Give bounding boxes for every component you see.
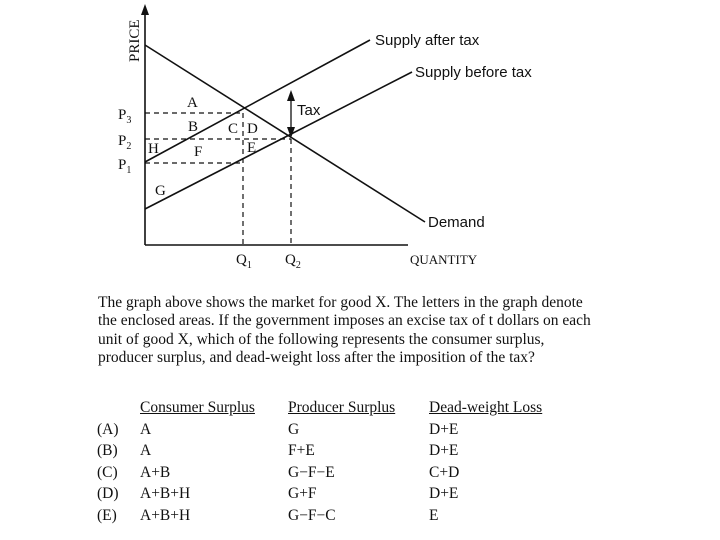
choice-deadweight-loss: E [429,506,439,524]
choice-row-c[interactable] [97,464,569,486]
q1-label: $Q_1$ [236,252,252,271]
choice-deadweight-loss: C+D [429,463,460,481]
choice-producer-surplus: F+E [288,442,315,459]
supply-after-tax-curve [145,40,370,162]
x-axis-label: QUANTITY [410,252,478,267]
choice-row-b[interactable] [97,442,569,464]
choice-consumer-surplus: A [140,442,152,459]
choice-row-a[interactable] [97,421,569,443]
choice-producer-surplus: G+F [288,485,317,502]
question-text: The graph above shows the market for good X. The letters in the graph denote the enclosed areas. If the government imposes an excise tax of t dollars on each unit of good X, which of the following represents the consumer surplus, producer surplus, and dead-weight loss after the imposition of the tax? [98,294,591,367]
choice-consumer-surplus: A+B [140,463,171,481]
choice-letter: (C) [97,463,118,481]
q2-label: $Q_2$ [285,252,301,271]
p2-label: $P_2$ [118,133,132,152]
demand-label: Demand [428,214,485,231]
choice-consumer-surplus: A [140,420,152,438]
choice-letter: (E) [97,506,117,524]
area-a-label: A [187,95,198,111]
choice-producer-surplus: G−F−E [288,463,335,481]
area-c-label: C [228,121,239,137]
choice-deadweight-loss: D+E [429,442,459,459]
choice-letter: (A) [97,420,119,438]
area-g-label: G [155,183,166,199]
choice-deadweight-loss: D+E [429,485,459,502]
area-e-label: E [247,140,257,156]
choice-row-d[interactable] [97,485,569,507]
deadweight-loss-header: Dead-weight Loss [429,399,543,416]
choice-letter-header [97,399,140,421]
choice-consumer-surplus: A+B+H [140,506,191,524]
supply-before-tax-label: Supply before tax [415,64,532,81]
y-axis-label: PRICE [127,19,143,62]
producer-surplus-header: Producer Surplus [288,399,396,416]
tax-arrow-up-icon [287,90,295,101]
choice-producer-surplus: G−F−C [288,506,336,524]
tax-label: Tax [297,102,321,119]
choice-letter: (B) [97,442,118,459]
p3-label: $P_3$ [118,107,132,126]
consumer-surplus-header: Consumer Surplus [140,399,255,416]
answer-choices-header [97,399,569,421]
choice-producer-surplus: G [288,420,300,438]
area-d-label: D [247,121,258,137]
answer-choices-table [97,399,569,528]
p1-label: $P_1$ [118,157,132,176]
area-b-label: B [188,119,199,135]
y-axis-arrow-icon [141,4,149,15]
choice-row-e[interactable] [97,507,569,529]
demand-curve [145,45,425,222]
area-h-label: H [148,141,159,157]
supply-after-tax-label: Supply after tax [375,32,480,49]
choice-consumer-surplus: A+B+H [140,485,191,502]
choice-deadweight-loss: D+E [429,420,459,438]
area-f-label: F [194,144,203,160]
choice-letter: (D) [97,485,119,502]
